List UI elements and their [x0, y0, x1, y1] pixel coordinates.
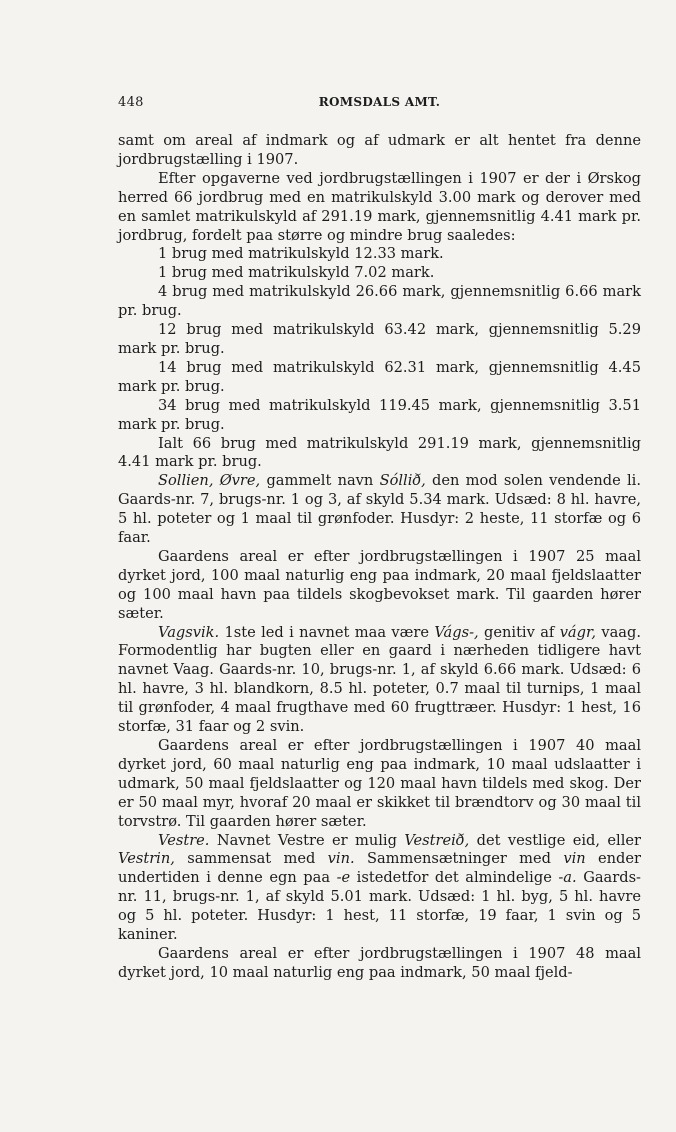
farm-name: Sollien, Øvre, — [158, 472, 261, 490]
farm-name: Vagsvik. — [158, 623, 220, 641]
paragraph: Efter opgaverne ved jordbrugstællingen i 1907 er der i Ørskog herred 66 jordbrug med en matrikulskyld 3.00 mark og derover med en samlet matrikulskyld af 291.19 mark, gjennemsnitlig 4.41 mark pr. jordbrug, fordelt paa større og mindre brug saaledes: — [118, 169, 641, 244]
list-item: 14 brug med matrikulskyld 62.31 mark, gjennemsnitlig 4.45 mark pr. brug. — [118, 358, 641, 395]
list-item: 1 brug med matrikulskyld 12.33 mark. — [158, 245, 444, 263]
page-number: 448 — [118, 95, 144, 110]
paragraph: samt om areal af indmark og af udmark er alt hentet fra denne jordbrugstælling i 1907. — [118, 132, 641, 168]
entry-vagsvik: Vagsvik. 1ste led i navnet maa være Vágs-, genitiv af vágr, vaag. Formodentlig har bugten eller en gaard i nærheden tidligere havt navnet Vaag. Gaards-nr. 10, brugs-nr. 1, af skyld 6.66 mark. Udsæd: 6 hl. havre, 3 hl. blandkorn, 8.5 hl. poteter, 0.7 maal til turnips, 1 maal til grønfoder, 4 maal frugthave med 60 frugttræer. Husdyr: 1 hest, 16 storfæ, 31 faar og 2 svin. — [118, 623, 641, 736]
list-item: 12 brug med matrikulskyld 63.42 mark, gjennemsnitlig 5.29 mark pr. brug. — [118, 321, 641, 357]
running-title: ROMSDALS AMT. — [318, 95, 441, 109]
farm-name: Vestre. — [158, 831, 210, 849]
paragraph: Gaardens areal er efter jordbrugstællingen i 1907 48 maal dyrket jord, 10 maal naturlig eng paa indmark, 50 maal fjeld- — [118, 944, 641, 981]
page-header — [118, 95, 641, 113]
list-item: Ialt 66 brug med matrikulskyld 291.19 mark, gjennemsnitlig 4.41 mark pr. brug. — [118, 434, 641, 471]
paragraph: Gaardens areal er efter jordbrugstællingen i 1907 25 maal dyrket jord, 100 maal naturlig eng paa indmark, 20 maal fjeldslaatter og 100 maal havn paa tildels skogbevokset mark. Til gaarden hører sæter. — [118, 547, 641, 622]
list-item: 34 brug med matrikulskyld 119.45 mark, gjennemsnitlig 3.51 mark pr. brug. — [118, 396, 641, 433]
entry-sollien: Sollien, Øvre, gammelt navn Sóllið, den mod solen vendende li. Gaards-nr. 7, brugs-nr. 1 og 3, af skyld 5.34 mark. Udsæd: 8 hl. havre, 5 hl. poteter og 1 maal til grønfoder. Husdyr: 2 heste, 11 storfæ og 6 faar. — [118, 472, 641, 547]
list-item: 1 brug med matrikulskyld 7.02 mark. — [158, 264, 435, 282]
list-item: 4 brug med matrikulskyld 26.66 mark, gjennemsnitlig 6.66 mark pr. brug. — [118, 283, 641, 320]
page-body — [118, 132, 641, 983]
old-norse-name: Sóllið, — [379, 472, 426, 490]
paragraph: Gaardens areal er efter jordbrugstællingen i 1907 40 maal dyrket jord, 60 maal naturlig eng paa indmark, 10 maal udslaatter i udmark, 50 maal fjeldslaatter og 120 maal havn tildels med skog. Der er 50 maal myr, hvoraf 20 maal er skikket til brændtorv og 30 maal til torvstrø. Til gaarden hører sæter. — [118, 737, 641, 830]
entry-vestre: Vestre. Navnet Vestre er mulig Vestreið, det vestlige eid, eller Vestrin, sammensat med vin. Sammensætninger med vin ender undertiden i denne egn paa -e istedetfor det almindelige -a. Gaards-nr. 11, brugs-nr. 1, af skyld 5.01 mark. Udsæd: 1 hl. byg, 5 hl. havre og 5 hl. poteter. Husdyr: 1 hest, 11 storfæ, 19 faar, 1 svin og 5 kaniner. — [118, 831, 642, 944]
